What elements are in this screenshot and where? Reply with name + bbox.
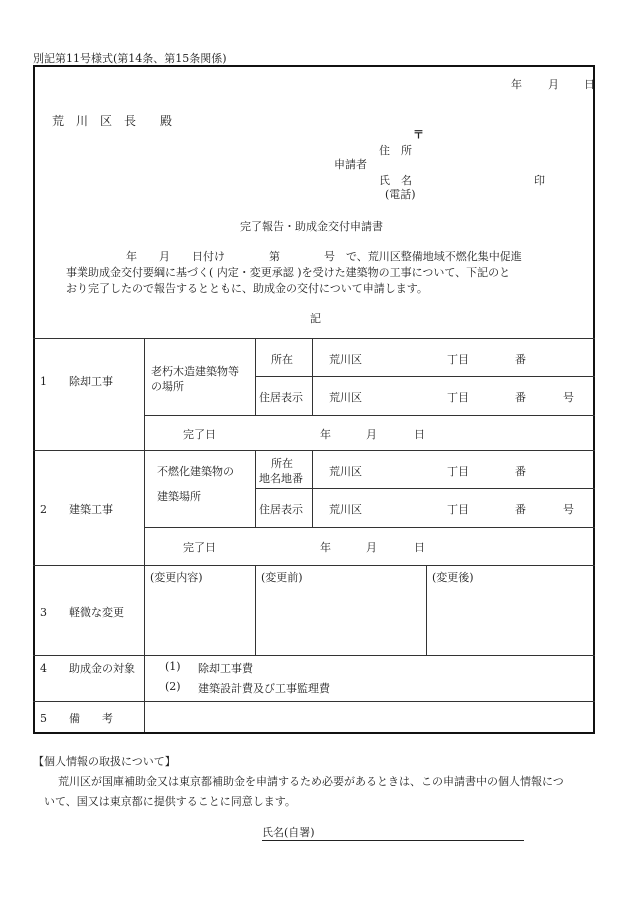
s2-loc-ward: 荒川区 [329, 465, 362, 478]
s2-completion-label: 完了日 [183, 541, 216, 554]
table-rule [426, 565, 427, 655]
date-day: 日 [584, 78, 595, 91]
s1-completion-month: 月 [366, 428, 377, 441]
table-rule [33, 338, 595, 339]
s2-loc-label-2: 地名地番 [259, 472, 303, 485]
table-rule [33, 701, 595, 702]
s1-res-chome: 丁目 [447, 391, 469, 404]
table-rule [255, 450, 256, 527]
date-year: 年 [511, 78, 522, 91]
s1-sub-line2: の場所 [151, 380, 184, 393]
applicant-label: 申請者 [334, 158, 367, 171]
table-rule [255, 376, 595, 377]
privacy-heading: 【個人情報の取扱について】 [33, 755, 176, 768]
s1-res-ban: 番 [515, 391, 526, 404]
body-line-3: おり完了したので報告するとともに、助成金の交付について申請します。 [66, 282, 428, 295]
s1-loc-ban: 番 [515, 353, 526, 366]
signature-line[interactable] [262, 824, 524, 841]
phone-label: (電話) [385, 188, 416, 201]
postal-mark: 〒 [413, 128, 424, 141]
date-month: 月 [548, 78, 559, 91]
s4-item1: 除却工事費 [198, 662, 253, 675]
s2-loc-label-1: 所在 [271, 457, 293, 470]
s2-res-label: 住居表示 [259, 503, 303, 516]
table-rule [33, 655, 595, 656]
s2-res-ward: 荒川区 [329, 503, 362, 516]
table-rule [255, 488, 595, 489]
s1-loc-label: 所在 [271, 353, 293, 366]
s1-res-ward: 荒川区 [329, 391, 362, 404]
s2-label: 2 建築工事 [40, 503, 113, 516]
s1-res-go: 号 [563, 391, 574, 404]
s1-completion-year: 年 [320, 428, 331, 441]
s2-res-ban: 番 [515, 503, 526, 516]
s2-res-chome: 丁目 [447, 503, 469, 516]
s3-after-label: (変更後) [432, 571, 474, 584]
s1-label: 1 除却工事 [40, 375, 113, 388]
s5-label: 5 備 考 [40, 712, 113, 725]
s2-res-go: 号 [563, 503, 574, 516]
s1-res-label: 住居表示 [259, 391, 303, 404]
address-label: 住 所 [379, 144, 412, 157]
s4-label: 4 助成金の対象 [40, 662, 135, 675]
seal-mark: 印 [534, 174, 545, 187]
s2-sub-line1: 不燃化建築物の [157, 465, 234, 478]
s4-item2: 建築設計費及び工事監理費 [198, 682, 330, 695]
body-line-2: 事業助成金交付要綱に基づく( 内定・変更承認 )を受けた建築物の工事について、下記のと [66, 266, 511, 279]
form-number: 別記第11号様式(第14条、第15条関係) [33, 52, 227, 65]
table-rule [144, 527, 595, 528]
table-rule [255, 338, 256, 415]
form-frame [33, 65, 595, 734]
s1-completion-label: 完了日 [183, 428, 216, 441]
s4-item1-no: (1) [165, 660, 181, 673]
table-rule [312, 450, 313, 527]
s3-before-label: (変更前) [261, 571, 303, 584]
table-rule [255, 565, 256, 655]
s2-completion-month: 月 [366, 541, 377, 554]
document-title: 完了報告・助成金交付申請書 [240, 220, 383, 233]
s3-content-label: (変更内容) [150, 571, 203, 584]
s1-loc-ward: 荒川区 [329, 353, 362, 366]
s4-item2-no: (2) [165, 680, 181, 693]
body-line-1: 年 月 日付け 第 号 で、荒川区整備地域不燃化集中促進 [126, 250, 522, 263]
table-rule [144, 338, 145, 732]
ki-mark: 記 [310, 312, 321, 325]
s2-loc-chome: 丁目 [447, 465, 469, 478]
s2-completion-day: 日 [414, 541, 425, 554]
s3-label: 3 軽微な変更 [40, 606, 124, 619]
table-rule [33, 450, 595, 451]
name-label: 氏 名 [379, 174, 412, 187]
privacy-line-1: 荒川区が国庫補助金又は東京都補助金を申請するため必要があるときは、この申請書中の個人情報につ [58, 775, 564, 788]
signature-label: 氏名(自署) [262, 826, 315, 839]
table-rule [144, 415, 595, 416]
table-rule [312, 338, 313, 415]
s2-completion-year: 年 [320, 541, 331, 554]
table-rule [33, 565, 595, 566]
s1-sub-line1: 老朽木造建築物等 [151, 365, 239, 378]
s1-completion-day: 日 [414, 428, 425, 441]
s2-sub-line2: 建築場所 [157, 490, 201, 503]
privacy-line-2: いて、国又は東京都に提供することに同意します。 [44, 795, 296, 808]
s1-loc-chome: 丁目 [447, 353, 469, 366]
addressee: 荒 川 区 長 殿 [52, 114, 173, 128]
s2-loc-ban: 番 [515, 465, 526, 478]
